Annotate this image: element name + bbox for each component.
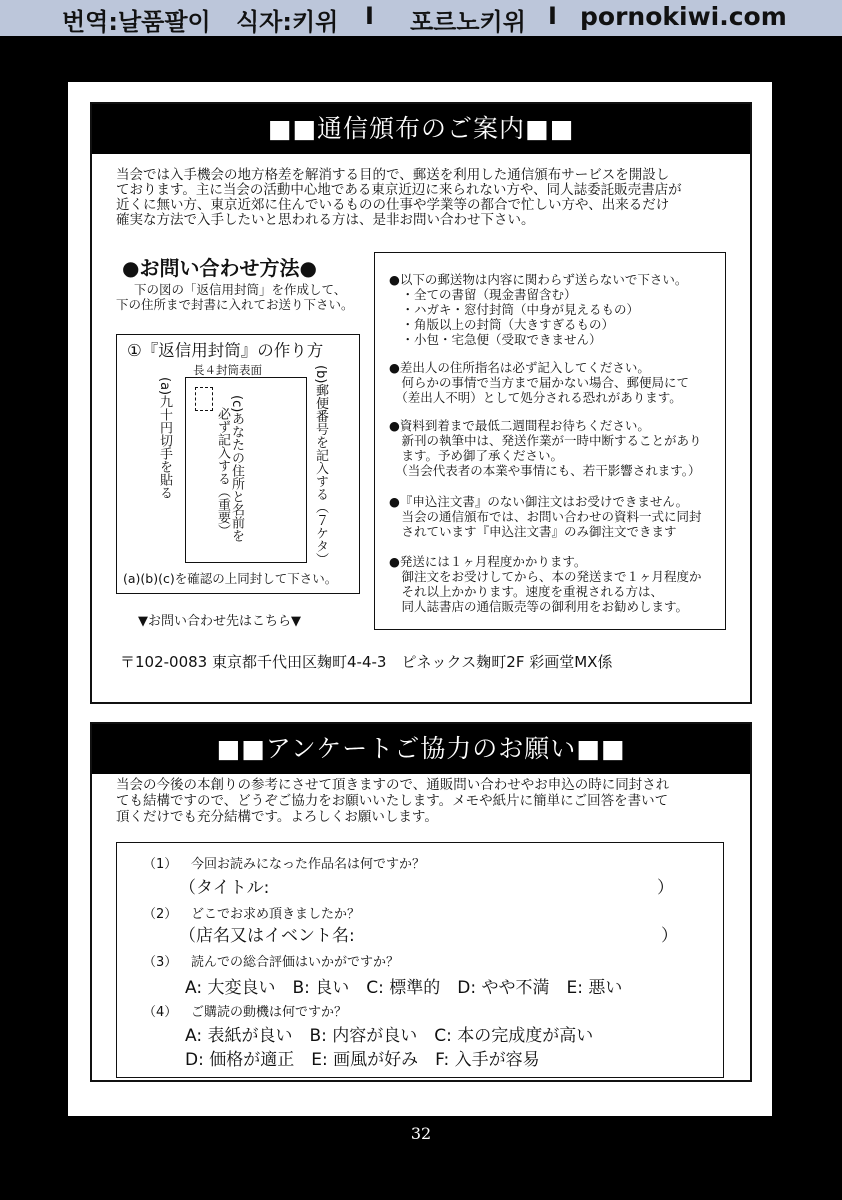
intro-line: 当会の今後の本創りの参考にさせて頂きますので、通販問い合わせやお申込の時に同封され bbox=[116, 777, 670, 793]
banner-separator: I bbox=[365, 2, 374, 30]
envelope-title: ①『返信用封筒』の作り方 bbox=[127, 341, 324, 360]
label-address-line2: 必ず記入する（重要） bbox=[215, 407, 230, 537]
note-line: ●以下の郵送物は内容に関わらず送らないで下さい。 bbox=[389, 272, 688, 287]
intro-line: ても結構ですので、どうぞご協力をお願いいたします。メモや紙片に簡単にご回答を書いて bbox=[116, 793, 669, 809]
inquiry-desc-line: 下の図の「返信用封筒」を作成して、 bbox=[134, 282, 347, 297]
question-4: ご購読の動機は何ですか？ bbox=[191, 1005, 348, 1020]
note-line: ●差出人の住所指名は必ず記入してください。 bbox=[389, 360, 650, 375]
intro-line: 確実な方法で入手したいと思われる方は、是非お問い合わせ下さい。 bbox=[116, 212, 535, 228]
site-name: 포르노키위 bbox=[410, 8, 526, 36]
note-line: ・全ての書留（現金書留含む） bbox=[389, 287, 577, 302]
label-address-line1: (c)あなたの住所と名前を bbox=[229, 395, 244, 543]
question-number: （3） bbox=[143, 955, 178, 970]
note-line: 当会の通信頒布では、お問い合わせの資料一式に同封 bbox=[389, 509, 702, 524]
answer-close-paren: ） bbox=[661, 926, 678, 946]
note-line: されています『申込注文書』のみ御注文できます bbox=[389, 524, 677, 539]
banner-separator: I bbox=[548, 2, 557, 30]
label-stamp: (a)九十円切手を貼る bbox=[157, 377, 172, 500]
note-line: 同人誌書店の通信販売等の御利用をお勧めします。 bbox=[389, 599, 689, 614]
question-2: どこでお求め頂きましたか？ bbox=[191, 907, 361, 922]
note-line: ・ハガキ・窓付封筒（中身が見えるもの） bbox=[389, 302, 640, 317]
note-line: ●『申込注文書』のない御注文はお受けできません。 bbox=[389, 494, 689, 509]
survey-question-box bbox=[116, 842, 724, 1078]
translator-banner bbox=[0, 0, 842, 36]
rating-options: A: 大変良い B: 良い C: 標準的 D: やや不満 E: 悪い bbox=[185, 978, 623, 998]
question-1: 今回お読みになった作品名は何ですか？ bbox=[191, 857, 426, 872]
intro-line: 頂くだけでも充分結構です。よろしくお願いします。 bbox=[116, 809, 438, 825]
note-line: ●発送には１ヶ月程度かかります。 bbox=[389, 554, 587, 569]
section-title: ■■通信頒布のご案内■■ bbox=[92, 104, 750, 154]
envelope-confirm: (a)(b)(c)を確認の上同封して下さい。 bbox=[123, 571, 338, 586]
contact-pointer: ▼お問い合わせ先はこちら▼ bbox=[138, 614, 301, 629]
answer-close-paren: ） bbox=[657, 878, 674, 898]
answer-store-field: （店名又はイベント名: bbox=[179, 926, 355, 946]
question-number: （4） bbox=[143, 1005, 178, 1020]
intro-line: 当会では入手機会の地方格差を解消する目的で、郵送を利用した通信頒布サービスを開設し bbox=[116, 167, 670, 183]
question-3: 読んでの総合評価はいかがですか？ bbox=[191, 955, 400, 970]
note-line: ・小包・宅急便（受取できません） bbox=[389, 332, 602, 347]
question-number: （2） bbox=[143, 907, 178, 922]
note-line: それ以上かかります。速度を重視される方は、 bbox=[389, 584, 664, 599]
postal-address: 〒102-0083 東京都千代田区麹町4-4-3 ピネックス麹町2F 彩画堂MX係 bbox=[120, 653, 613, 671]
note-line: 新刊の執筆中は、発送作業が一時中断することがあり bbox=[389, 433, 702, 448]
typesetter-credit: 식자:키위 bbox=[236, 8, 339, 36]
envelope-face-label: 長４封筒表面 bbox=[193, 363, 262, 377]
note-line: 御注文をお受けしてから、本の発送まで１ヶ月程度か bbox=[389, 569, 702, 584]
note-line: ・角版以上の封筒（大きすぎるもの） bbox=[389, 317, 615, 332]
mail-order-section bbox=[90, 102, 752, 704]
section-title: ■■アンケートご協力のお願い■■ bbox=[92, 724, 750, 774]
notes-box bbox=[374, 252, 726, 630]
intro-line: 近くに無い方、東京近郊に住んでいるものの仕事や学業等の都合で忙しい方や、出来るだけ bbox=[116, 197, 670, 213]
inquiry-desc-line: 下の住所まで封書に入れてお送り下さい。 bbox=[116, 297, 354, 312]
motive-options-row1: A: 表紙が良い B: 内容が良い C: 本の完成度が高い bbox=[185, 1026, 594, 1046]
survey-section bbox=[90, 722, 752, 1082]
note-line: （当会代表者の本業や事情にも、若干影響されます。） bbox=[389, 463, 701, 478]
stamp-box bbox=[195, 387, 213, 411]
document-page bbox=[68, 82, 772, 1116]
question-number: （1） bbox=[143, 857, 178, 872]
note-line: 何らかの事情で当方まで届かない場合、郵便局にて bbox=[389, 375, 690, 390]
site-url-link[interactable]: pornokiwi.com bbox=[580, 2, 787, 31]
envelope-diagram bbox=[116, 334, 360, 594]
label-postal-code: (b)郵便番号を記入する（７ケタ） bbox=[313, 365, 328, 566]
page-number: 32 bbox=[410, 1124, 432, 1143]
note-line: ます。予め御了承ください。 bbox=[389, 448, 564, 463]
motive-options-row2: D: 価格が適正 E: 画風が好み F: 入手が容易 bbox=[185, 1050, 540, 1070]
note-line: （差出人不明）として処分される恐れがあります。 bbox=[389, 390, 682, 405]
answer-title-field: （タイトル: bbox=[179, 878, 270, 898]
inquiry-heading: ●お問い合わせ方法● bbox=[122, 256, 317, 280]
intro-line: ております。主に当会の活動中心地である東京近辺に来られない方や、同人誌委託販売書店が bbox=[116, 182, 682, 198]
note-line: ●資料到着まで最低二週間程お待ちください。 bbox=[389, 418, 650, 433]
translator-credit: 번역:날품팔이 bbox=[62, 8, 211, 36]
